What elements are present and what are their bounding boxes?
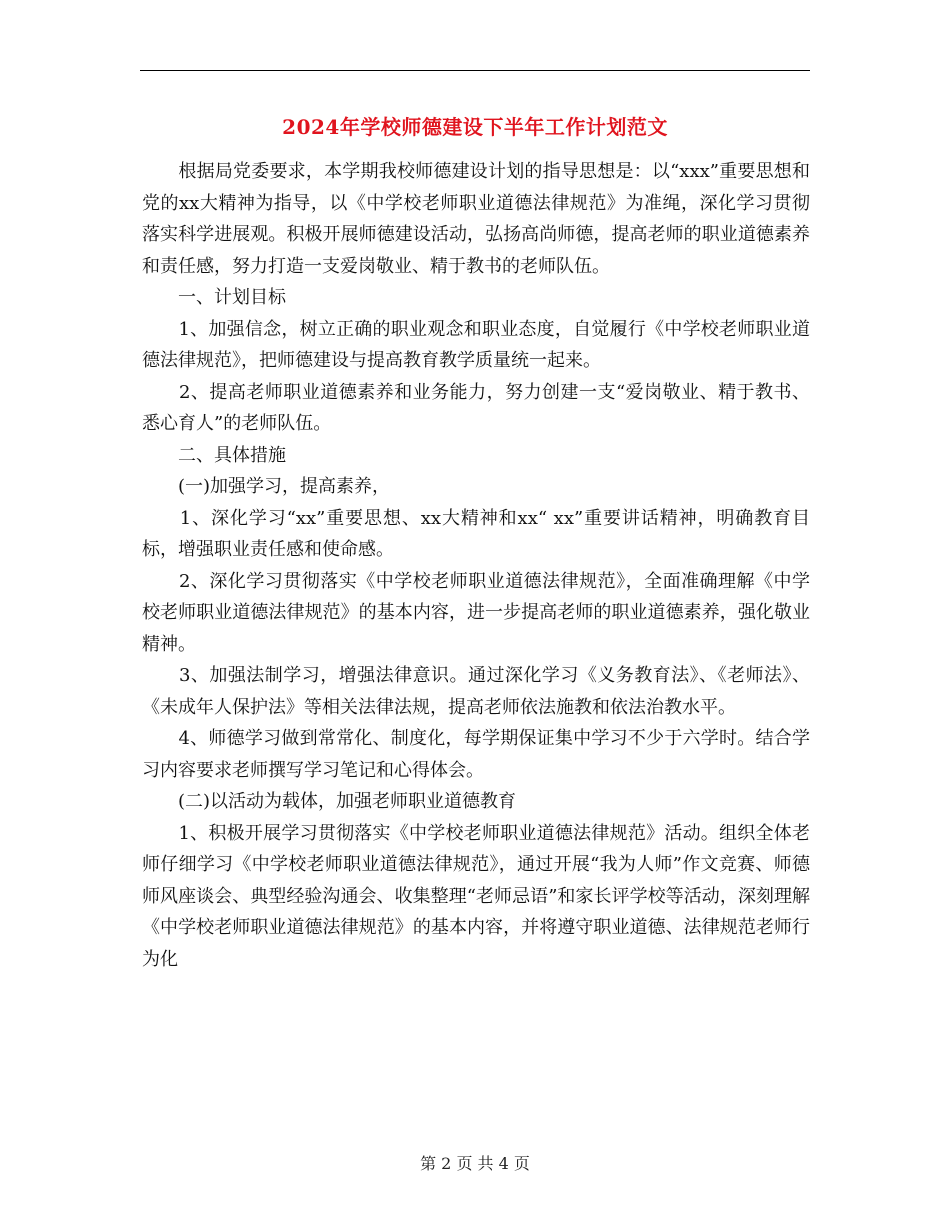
document-title: 2024年学校师德建设下半年工作计划范文: [282, 115, 668, 139]
subheading-activities: (二)以活动为载体，加强老师职业道德教育: [142, 791, 517, 812]
header-rule: [140, 70, 810, 71]
subheading-study: (一)加强学习，提高素养，: [142, 476, 391, 497]
document-body: [142, 156, 810, 975]
page-number: 第 2 页 共 4 页: [420, 1154, 530, 1173]
paragraph-guiding-thought: 根据局党委要求，本学期我校师德建设计划的指导思想是：以“xxx”重要思想和党的xx大精神为指导，以《中学校老师职业道德法律规范》为准绳，深化学习贯彻落实科学进展观。积极开展师德建设活动，弘扬高尚师德，提高老师的职业道德素养和责任感，努力打造一支爱岗敬业、精于教书的老师队伍。: [142, 161, 810, 277]
heading-plan-goals: 一、计划目标: [142, 287, 286, 308]
paragraph-goal-1: 1、加强信念，树立正确的职业观念和职业态度，自觉履行《中学校老师职业道德法律规范》，把师德建设与提高教育教学质量统一起来。: [142, 318, 810, 371]
paragraph-measure-3: 3、加强法制学习，增强法律意识。通过深化学习《义务教育法》、《老师法》、《未成年人保护法》等相关法律法规，提高老师依法施教和依法治教水平。: [142, 665, 810, 718]
paragraph-measure-1: 1、深化学习“xx”重要思想、xx大精神和xx“ xx”重要讲话精神，明确教育目标，增强职业责任感和使命感。: [142, 507, 810, 560]
paragraph-measure-4: 4、师德学习做到常常化、制度化，每学期保证集中学习不少于六学时。结合学习内容要求老师撰写学习笔记和心得体会。: [142, 728, 810, 781]
heading-specific-measures: 二、具体措施: [142, 444, 286, 466]
paragraph-measure-2: 2、深化学习贯彻落实《中学校老师职业道德法律规范》，全面准确理解《中学校老师职业道德法律规范》的基本内容，进一步提高老师的职业道德素养，强化敬业精神。: [142, 570, 810, 655]
paragraph-activity-1: 1、积极开展学习贯彻落实《中学校老师职业道德法律规范》活动。组织全体老师仔细学习《中学校老师职业道德法律规范》，通过开展“我为人师”作文竞赛、师德师风座谈会、典型经验沟通会、收集整理“老师忌语”和家长评学校等活动，深刻理解《中学校老师职业道德法律规范》的基本内容，并将遵守职业道德、法律规范老师行为化: [142, 822, 810, 970]
paragraph-goal-2: 2、提高老师职业道德素养和业务能力，努力创建一支“爱岗敬业、精于教书、悉心育人”的老师队伍。: [142, 381, 810, 434]
